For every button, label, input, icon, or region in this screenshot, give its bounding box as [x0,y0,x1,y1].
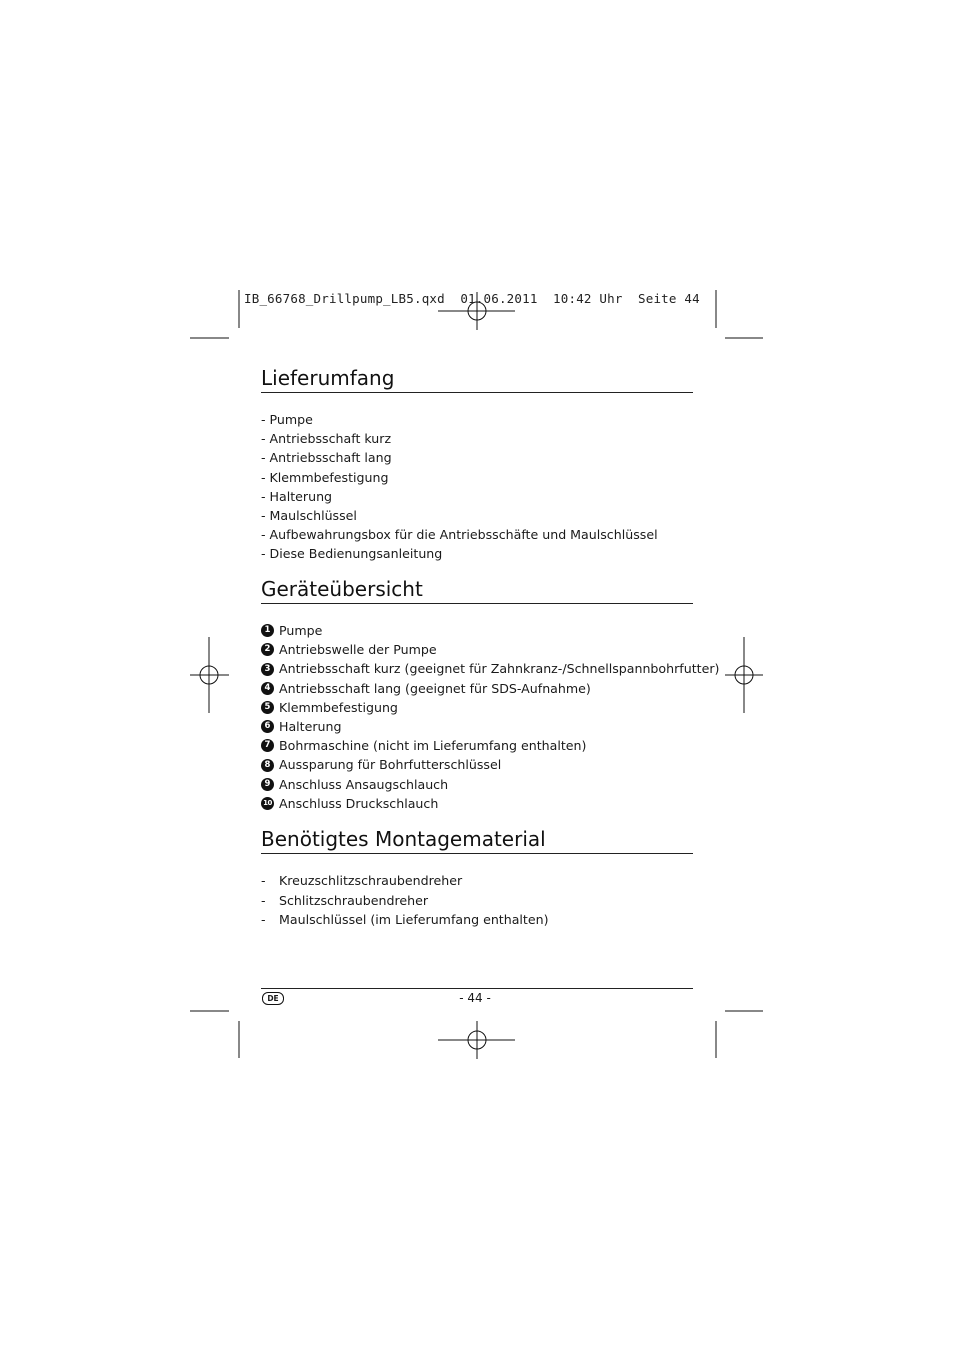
number-badge: 10 [261,797,274,810]
item-text: Maulschlüssel (im Lieferumfang enthalten) [279,912,549,927]
list-item [261,640,719,659]
list-item: - Maulschlüssel (im Lieferumfang enthalten) [261,912,549,927]
item-text: Kreuzschlitzschraubendreher [279,873,463,888]
list-item [261,679,719,698]
overview-list [261,621,719,813]
item-text: Schlitzschraubendreher [279,892,429,908]
number-badge: 5 [261,701,274,714]
list-item [261,621,719,640]
number-badge: 3 [261,663,274,676]
item-text: Anschluss Ansaugschlauch [279,776,449,792]
list-item: - Antriebsschaft kurz [261,431,392,447]
number-badge: 1 [261,624,274,637]
item-text: Klemmbefestigung [279,699,398,715]
number-badge: 7 [261,739,274,752]
item-text: Antriebswelle der Pumpe [279,642,437,658]
item-text: Bohrmaschine (nicht im Lieferumfang enthalten) [279,738,587,754]
heading-montagematerial: Benötigtes Montagematerial [261,827,693,854]
item-text: Aussparung für Bohrfutterschlüssel [279,757,502,773]
list-item [261,755,719,774]
item-text: Pumpe [279,623,323,638]
item-text: Halterung [279,719,342,735]
list-item: - Maulschlüssel [261,508,357,524]
list-item [261,659,719,678]
list-item: - Aufbewahrungsbox für die Antriebsschäfte und Maulschlüssel [261,527,658,543]
language-badge: DE [262,992,284,1005]
list-item: - Antriebsschaft lang [261,450,392,466]
page-number: - 44 - [459,991,491,1005]
footer-rule [261,988,693,989]
number-badge: 8 [261,759,274,772]
list-item [261,736,719,755]
heading-geraeteuebersicht: Geräteübersicht [261,577,693,604]
number-badge: 4 [261,682,274,695]
list-item: - Halterung [261,488,333,504]
list-item [261,775,719,794]
list-item: - Pumpe [261,412,313,427]
list-item: - Schlitzschraubendreher [261,892,429,908]
list-item [261,794,719,813]
item-text: Antriebsschaft lang (geeignet für SDS-Aufnahme) [279,680,591,696]
item-text: Anschluss Druckschlauch [279,795,439,811]
list-item [261,698,719,717]
materials-list [261,871,549,930]
number-badge: 2 [261,643,274,656]
number-badge: 9 [261,778,274,791]
list-item: - Diese Bedienungsanleitung [261,546,443,562]
list-item: - Kreuzschlitzschraubendreher [261,873,463,888]
item-text: Antriebsschaft kurz (geeignet für Zahnkranz-/Schnellspannbohrfutter) [279,661,720,677]
heading-lieferumfang: Lieferumfang [261,366,693,393]
list-item [261,717,719,736]
list-item: - Klemmbefestigung [261,469,389,485]
delivery-list [261,410,658,564]
print-slug: IB_66768_Drillpump_LB5.qxd 01.06.2011 10:42 Uhr Seite 44 [244,291,700,306]
number-badge: 6 [261,720,274,733]
